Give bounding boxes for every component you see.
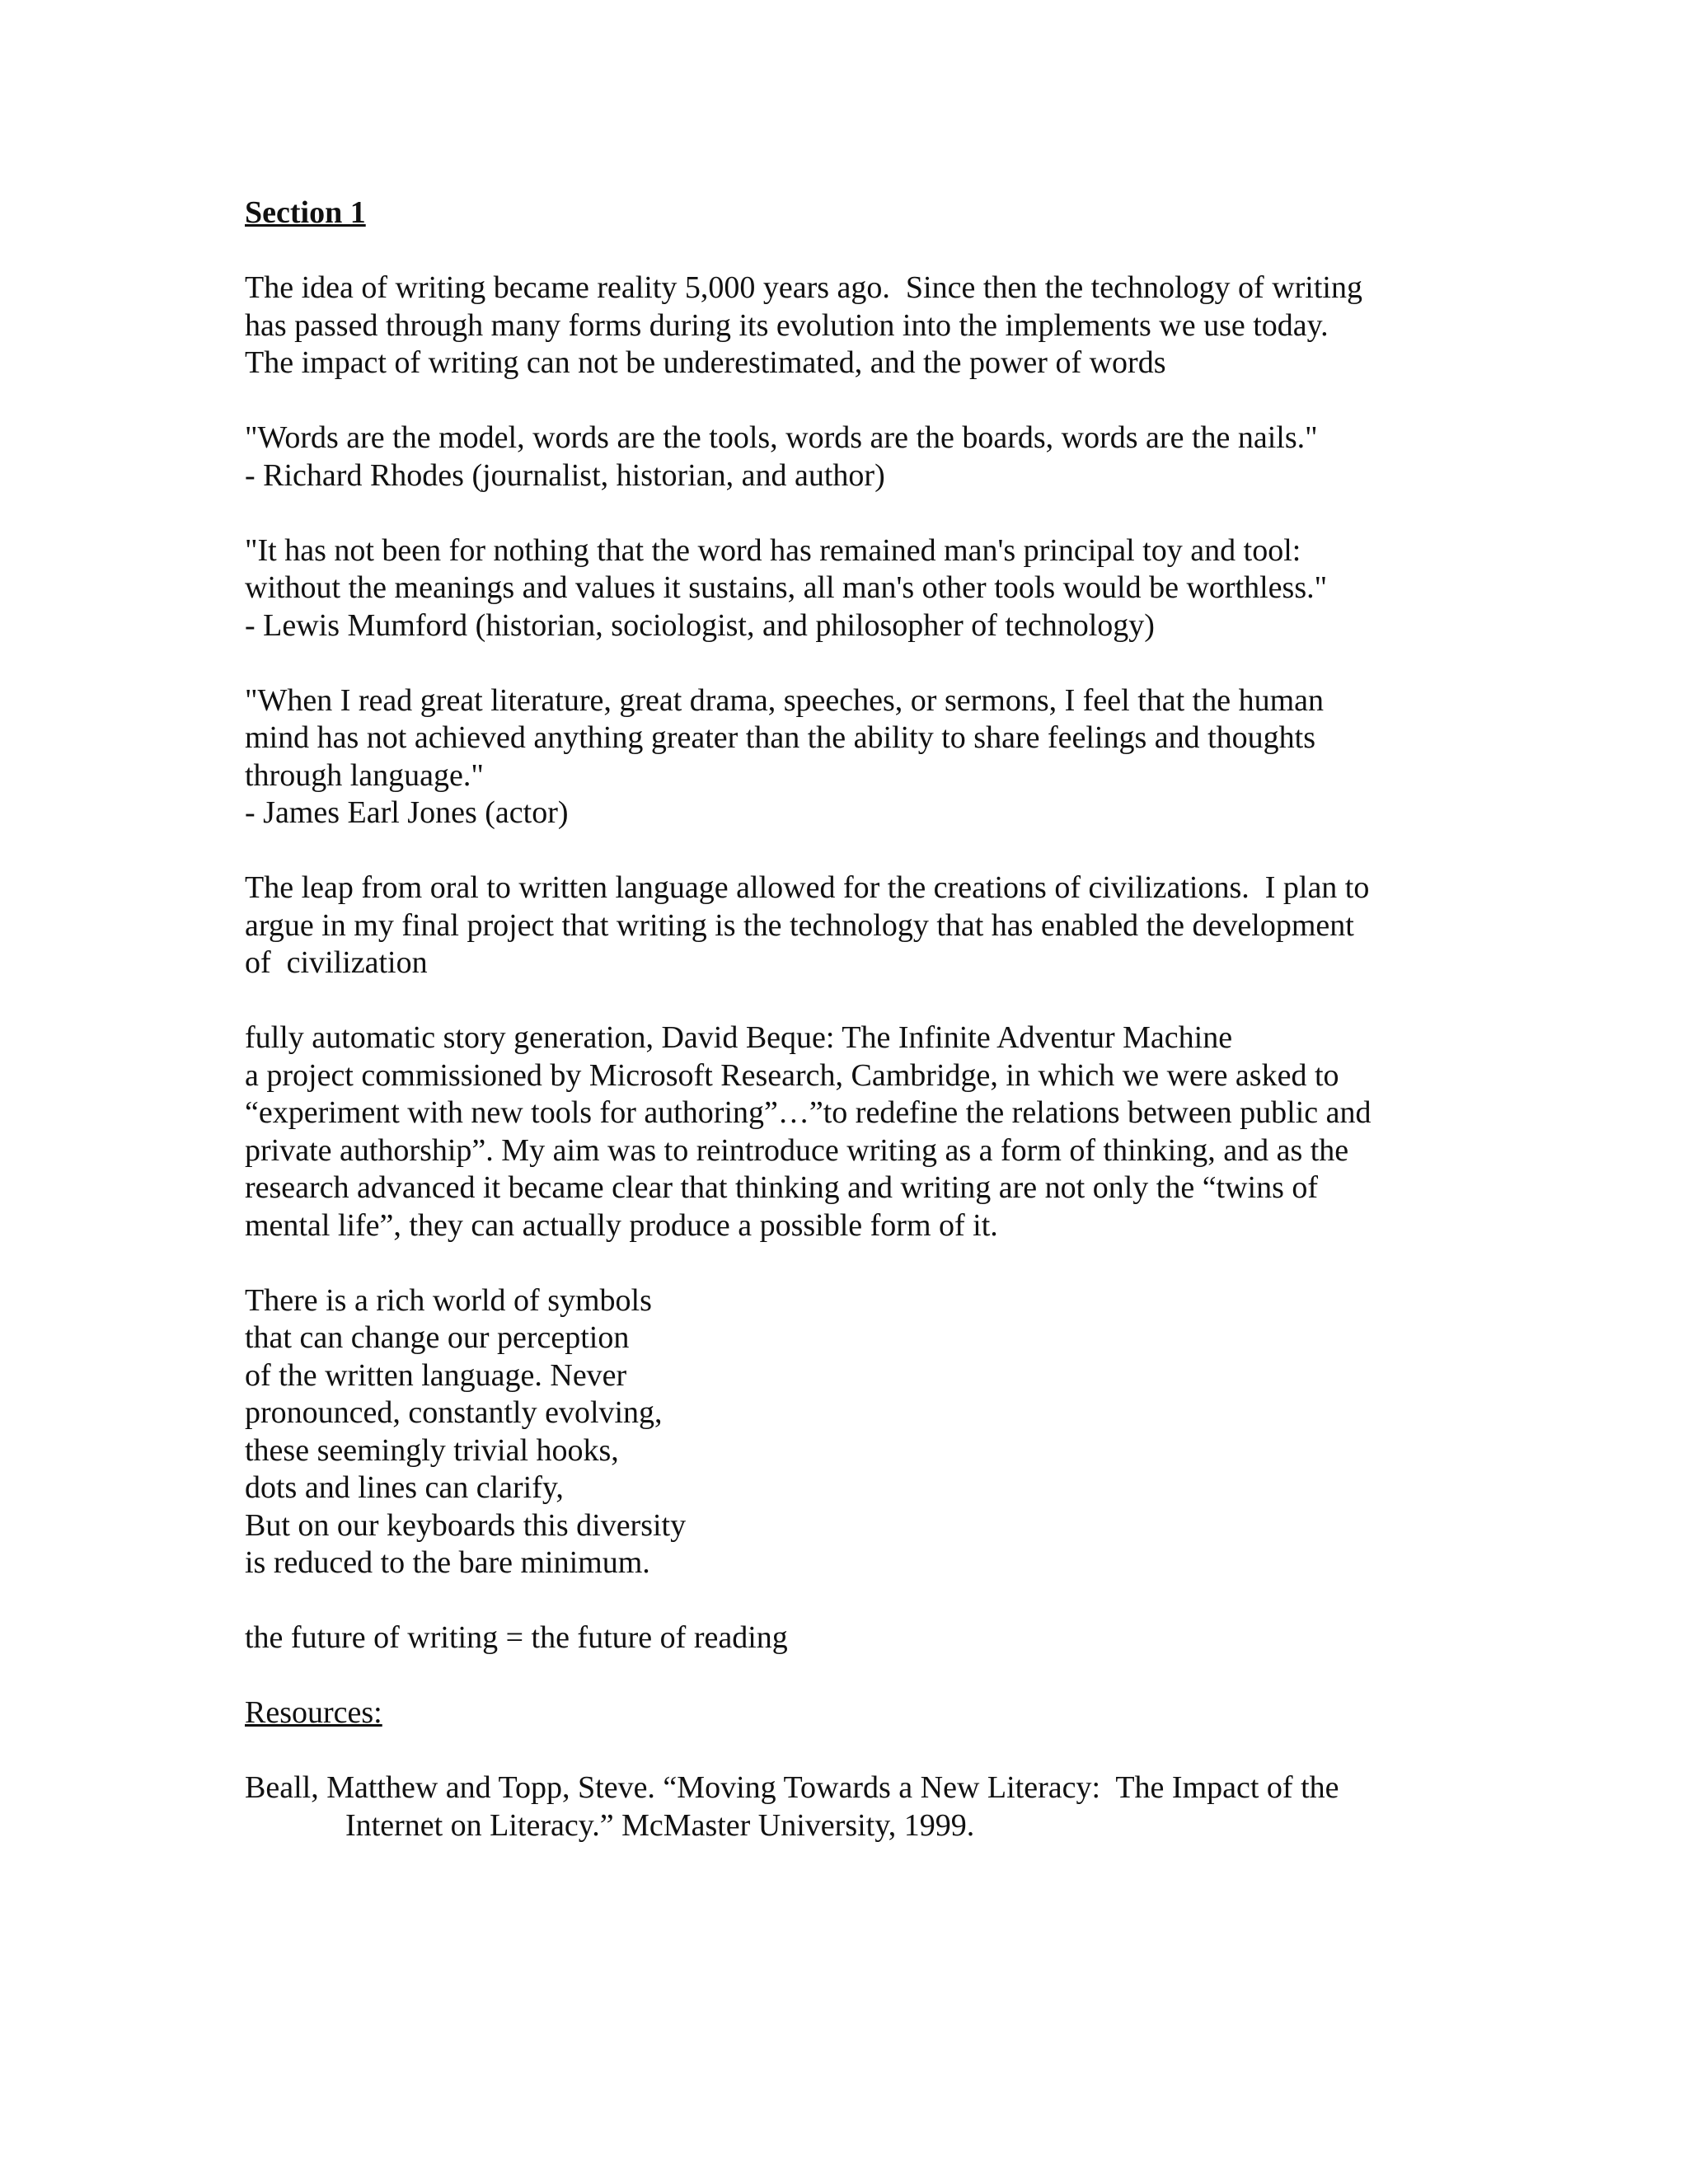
document-page (245, 194, 1481, 1844)
quote-attribution: - Richard Rhodes (journalist, historian, and author) (245, 457, 885, 493)
quote-line: without the meanings and values it sustains, all man's other tools would be worthless." (245, 570, 1328, 605)
spacer (245, 1657, 1481, 1695)
spacer (245, 1244, 1481, 1282)
citation-line: Beall, Matthew and Topp, Steve. “Moving Towards a New Literacy: The Impact of the (245, 1770, 1339, 1805)
poem-line: dots and lines can clarify, (245, 1470, 564, 1505)
story-line: research advanced it became clear that thinking and writing are not only the “twins of (245, 1170, 1319, 1205)
spacer (245, 1582, 1481, 1620)
poem-line: these seemingly trivial hooks, (245, 1432, 619, 1468)
story-generation-paragraph (245, 1019, 1481, 1244)
resources-title: Resources: (245, 1695, 382, 1730)
argument-line: argue in my final project that writing is the technology that has enabled the development (245, 907, 1354, 943)
quote-line: "Words are the model, words are the tools, words are the boards, words are the nails." (245, 420, 1318, 455)
argument-line: The leap from oral to written language allowed for the creations of civilizations. I plan to (245, 870, 1370, 905)
story-line: private authorship”. My aim was to reintroduce writing as a form of thinking, and as the (245, 1132, 1349, 1168)
quote-jones (245, 682, 1481, 832)
poem-line: There is a rich world of symbols (245, 1282, 652, 1318)
poem-line: of the written language. Never (245, 1357, 627, 1393)
spacer (245, 832, 1481, 870)
poem-line: that can change our perception (245, 1320, 630, 1355)
intro-line: The impact of writing can not be underestimated, and the power of words (245, 345, 1166, 380)
argument-line: of civilization (245, 945, 428, 980)
quote-attribution: - Lewis Mumford (historian, sociologist, and philosopher of technology) (245, 607, 1155, 643)
argument-paragraph (245, 869, 1481, 982)
intro-line: The idea of writing became reality 5,000 years ago. Since then the technology of writing (245, 270, 1362, 305)
quote-mumford (245, 532, 1481, 645)
poem-line: pronounced, constantly evolving, (245, 1395, 663, 1430)
intro-paragraph (245, 269, 1481, 382)
poem-line: is reduced to the bare minimum. (245, 1545, 650, 1580)
story-line: fully automatic story generation, David Beque: The Infinite Adventur Machine (245, 1020, 1233, 1055)
story-line: mental life”, they can actually produce a possible form of it. (245, 1207, 998, 1243)
spacer (245, 232, 1481, 270)
spacer (245, 1732, 1481, 1770)
section-title: Section 1 (245, 195, 366, 230)
poem (245, 1282, 1481, 1582)
quote-line: "When I read great literature, great drama, speeches, or sermons, I feel that the human (245, 682, 1325, 718)
citation (245, 1769, 1481, 1844)
quote-line: mind has not achieved anything greater than the ability to share feelings and thoughts (245, 720, 1316, 755)
intro-line: has passed through many forms during its evolution into the implements we use today. (245, 307, 1329, 343)
equation-line: the future of writing = the future of reading (245, 1620, 788, 1655)
spacer (245, 494, 1481, 532)
quote-rhodes (245, 419, 1481, 494)
story-line: “experiment with new tools for authoring”…”to redefine the relations between public and (245, 1095, 1372, 1130)
poem-line: But on our keyboards this diversity (245, 1507, 687, 1543)
quote-line: through language." (245, 757, 484, 793)
citation-line-indented: Internet on Literacy.” McMaster University, 1999. (345, 1807, 975, 1843)
spacer (245, 644, 1481, 682)
quote-line: "It has not been for nothing that the word has remained man's principal toy and tool: (245, 532, 1301, 568)
quote-attribution: - James Earl Jones (actor) (245, 795, 569, 830)
story-line: a project commissioned by Microsoft Research, Cambridge, in which we were asked to (245, 1057, 1339, 1093)
spacer (245, 382, 1481, 420)
spacer (245, 982, 1481, 1020)
